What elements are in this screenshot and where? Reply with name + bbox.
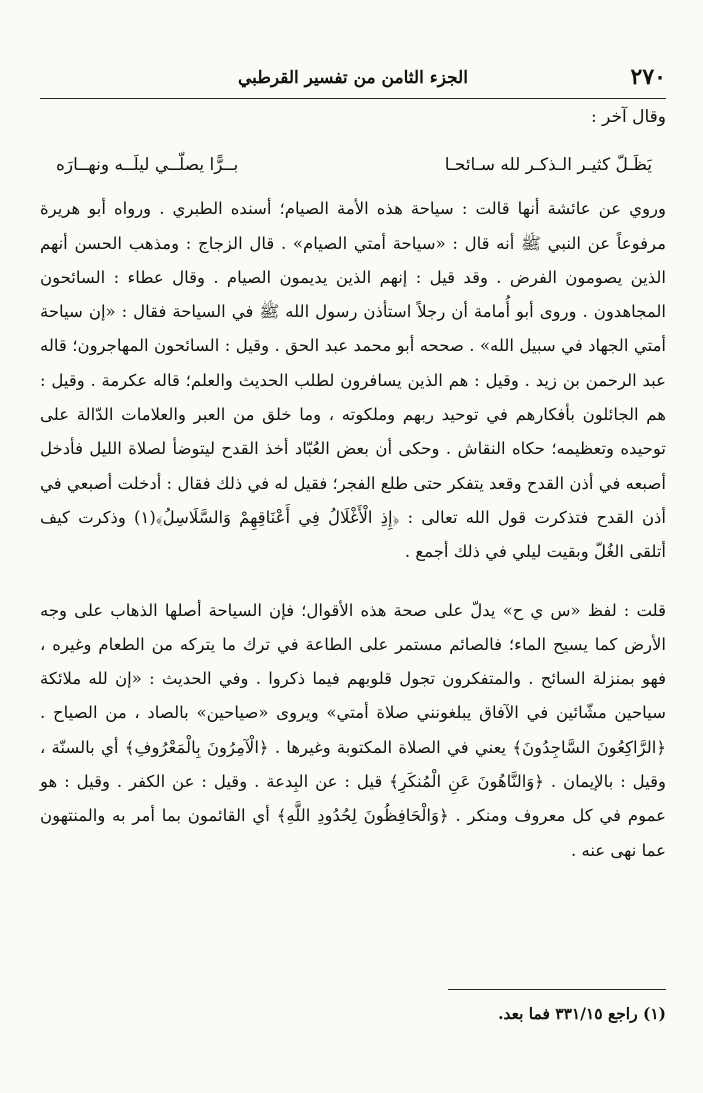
page-number: ٢٧٠	[630, 64, 666, 90]
poetry-verse	[40, 134, 666, 192]
footnote: (١) راجع ٣٣١/١٥ فما بعد.	[498, 1004, 666, 1023]
paragraph-sayings: وروي عن عائشة أنها قالت : سياحة هذه الأمة الصيام؛ أسنده الطبري . ورواه أبو هريرة مرفوعاً عن النبي ﷺ أنه قال : «سياحة أمتي الصيام» . قال الزجاج : ومذهب الحسن أنهم الذين يصومون الفرض . وقد قيل : إنهم الذين يديمون الصيام . وقال عطاء : السائحون المجاهدون . وروى أبو أُمامة أن رجلاً استأذن رسول الله ﷺ في السياحة فقال : «إن سياحة أمتي الجهاد في سبيل الله» . صححه أبو محمد عبد الحق . وقيل : السائحون المهاجرون؛ قاله عبد الرحمن بن زيد . وقيل : هم الذين يسافرون لطلب الحديث والعلم؛ قاله عكرمة . وقيل : هم الجائلون بأفكارهم في توحيد ربهم وملكوته ، وما خلق من العبر والعلامات الدّالة على توحيده وتعظيمه؛ حكاه النقاش . وحكى أن بعض العُبّاد أخذ القدح ليتوضأ لصلاة الليل فأدخل أصبعه في أذن القدح وقعد يتفكر حتى طلع الفجر؛ فقيل له في ذلك فقال : أدخلت أصبعي في أذن القدح فتذكرت قول الله تعالى : ﴿إِذِ الْأَغْلَالُ فِي أَعْنَاقِهِمْ وَالسَّلَاسِلُ﴾(١) وذكرت كيف أتلقى الغُلّ وبقيت ليلي في ذلك أجمع .	[40, 199, 666, 562]
verse-intro: وقال آخر :	[590, 107, 666, 127]
paragraph-commentary: قلت : لفظ «س ي ح» يدلّ على صحة هذه الأقوال؛ فإن السياحة أصلها الذهاب على وجه الأرض كما يسيح الماء؛ فالصائم مستمر على الطاعة في ترك ما يتركه من الطعام وغيره ، فهو بمنزلة السائح . والمتفكرون تجول قلوبهم فيما ذكروا . وفي الحديث : «إن لله ملائكة سياحين مشّائين في الآفاق يبلغونني صلاة أمتي» ويروى «صياحين» بالصاد ، من الصياح . ﴿الرَّاكِعُونَ السَّاجِدُونَ﴾ يعني في الصلاة المكتوبة وغيرها . ﴿الْآمِرُونَ بِالْمَعْرُوفِ﴾ أي بالسنّة ، وقيل : بالإيمان . ﴿وَالنَّاهُونَ عَنِ الْمُنكَرِ﴾ قيل : عن البِدعة . وقيل : عن الكفر . وقيل : هو عموم في كل معروف ومنكر . ﴿وَالْحَافِظُونَ لِحُدُودِ اللَّهِ﴾ أي القائمون بما أمر به والمنتهون عما نهى عنه .	[40, 600, 666, 860]
page-header	[40, 58, 666, 99]
footnote-divider	[448, 989, 666, 990]
verse-right-hemistich: يَظَـلّ كثيـر الـذكـر لله سـائحـا	[444, 155, 652, 176]
running-title: الجزء الثامن من تفسير القرطبي	[238, 68, 468, 88]
page-body	[40, 100, 666, 868]
paragraph-gap	[40, 570, 666, 594]
verse-left-hemistich: بــرًّا يصلّــي ليلَــه ونهــارَه	[56, 155, 239, 176]
